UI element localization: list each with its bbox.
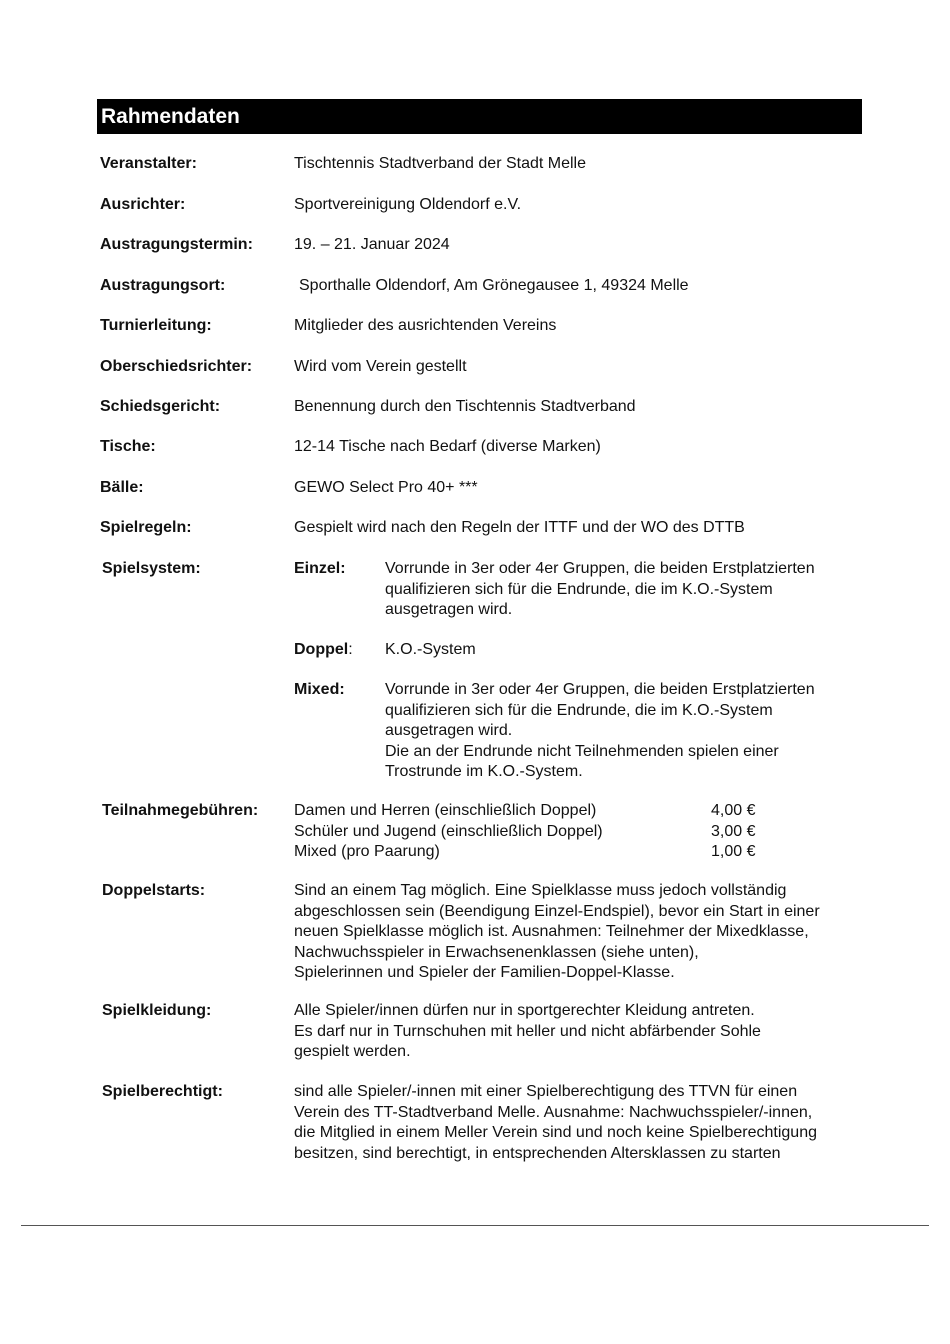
label-baelle: Bälle:: [100, 479, 144, 496]
label-teilnahmegebuehren: Teilnahmegebühren:: [102, 802, 259, 819]
sublabel-doppel: [294, 640, 353, 660]
label-spielsystem: Spielsystem:: [102, 560, 201, 577]
sublabel-doppel-text: Doppel: [294, 641, 349, 658]
value-austragungsort: Sporthalle Oldendorf, Am Grönegausee 1, 49324 Melle: [299, 277, 689, 294]
doppelstarts-line: Sind an einem Tag möglich. Eine Spielklasse muss jedoch vollständig: [294, 882, 787, 899]
fee-price: 3,00 €: [711, 822, 756, 840]
value-tische: 12-14 Tische nach Bedarf (diverse Marken): [294, 438, 601, 455]
spielberechtigt-line: Verein des TT-Stadtverband Melle. Ausnahme: Nachwuchsspieler/-innen,: [294, 1103, 813, 1121]
value-turnierleitung: Mitglieder des ausrichtenden Vereins: [294, 317, 557, 334]
sublabel-doppel-colon: :: [348, 641, 353, 658]
value-oberschiedsrichter: Wird vom Verein gestellt: [294, 358, 467, 375]
fee-name: Schüler und Jugend (einschließlich Doppel): [294, 822, 603, 840]
spielberechtigt-line: die Mitglied in einem Meller Verein sind und noch keine Spielberechtigung: [294, 1124, 817, 1141]
value-baelle: GEWO Select Pro 40+ ***: [294, 479, 478, 496]
label-veranstalter: Veranstalter:: [100, 155, 197, 172]
value-austragungstermin: 19. – 21. Januar 2024: [294, 236, 450, 253]
label-austragungsort: Austragungsort:: [100, 277, 226, 294]
label-schiedsgericht: Schiedsgericht:: [100, 398, 221, 415]
label-doppelstarts: Doppelstarts:: [102, 882, 206, 899]
label-spielregeln: Spielregeln:: [100, 519, 192, 536]
doppelstarts-line: abgeschlossen sein (Beendigung Einzel-Endspiel), bevor ein Start in einer: [294, 902, 820, 920]
section-title: Rahmendaten: [97, 99, 862, 134]
doppel-line: K.O.-System: [385, 641, 476, 658]
fee-price: 4,00 €: [711, 802, 756, 819]
einzel-line: ausgetragen wird.: [385, 601, 513, 618]
footer-divider: [21, 1225, 929, 1226]
mixed-line: qualifizieren sich für die Endrunde, die im K.O.-System: [385, 701, 773, 719]
value-schiedsgericht: Benennung durch den Tischtennis Stadtverband: [294, 398, 636, 415]
fee-name: Damen und Herren (einschließlich Doppel): [294, 802, 597, 819]
value-veranstalter: Tischtennis Stadtverband der Stadt Melle: [294, 155, 587, 172]
sublabel-mixed: Mixed:: [294, 681, 345, 698]
doppelstarts-line: Nachwuchsspieler in Erwachsenenklassen (siehe unten),: [294, 943, 699, 961]
fee-name: Mixed (pro Paarung): [294, 843, 440, 860]
fee-price: 1,00 €: [711, 843, 756, 860]
einzel-line: qualifizieren sich für die Endrunde, die im K.O.-System: [385, 580, 773, 598]
label-spielberechtigt: Spielberechtigt:: [102, 1083, 223, 1100]
label-ausrichter: Ausrichter:: [100, 196, 186, 213]
doppelstarts-line: Spielerinnen und Spieler der Familien-Doppel-Klasse.: [294, 964, 675, 981]
label-spielkleidung: Spielkleidung:: [102, 1002, 212, 1019]
mixed-line: ausgetragen wird.: [385, 722, 513, 739]
spielberechtigt-line: sind alle Spieler/-innen mit einer Spielberechtigung des TTVN für einen: [294, 1083, 798, 1100]
mixed-line: Trostrunde im K.O.-System.: [385, 763, 583, 780]
mixed-line: Die an der Endrunde nicht Teilnehmenden spielen einer: [385, 742, 779, 760]
label-austragungstermin: Austragungstermin:: [100, 236, 253, 253]
value-ausrichter: Sportvereinigung Oldendorf e.V.: [294, 196, 522, 213]
spielkleidung-line: gespielt werden.: [294, 1043, 411, 1060]
value-spielregeln: Gespielt wird nach den Regeln der ITTF und der WO des DTTB: [294, 519, 745, 536]
spielberechtigt-line: besitzen, sind berechtigt, in entsprechenden Altersklassen zu starten: [294, 1144, 781, 1162]
doppelstarts-line: neuen Spielklasse möglich ist. Ausnahmen: Teilnehmer der Mixedklasse,: [294, 923, 809, 940]
mixed-line: Vorrunde in 3er oder 4er Gruppen, die beiden Erstplatzierten: [385, 681, 815, 698]
spielkleidung-line: Es darf nur in Turnschuhen mit heller und nicht abfärbender Sohle: [294, 1022, 761, 1040]
label-turnierleitung: Turnierleitung:: [100, 317, 212, 334]
label-tische: Tische:: [100, 438, 156, 455]
sublabel-einzel: Einzel:: [294, 560, 346, 577]
spielkleidung-line: Alle Spieler/innen dürfen nur in sportgerechter Kleidung antreten.: [294, 1002, 755, 1019]
label-oberschiedsrichter: Oberschiedsrichter:: [100, 358, 253, 375]
einzel-line: Vorrunde in 3er oder 4er Gruppen, die beiden Erstplatzierten: [385, 560, 815, 577]
